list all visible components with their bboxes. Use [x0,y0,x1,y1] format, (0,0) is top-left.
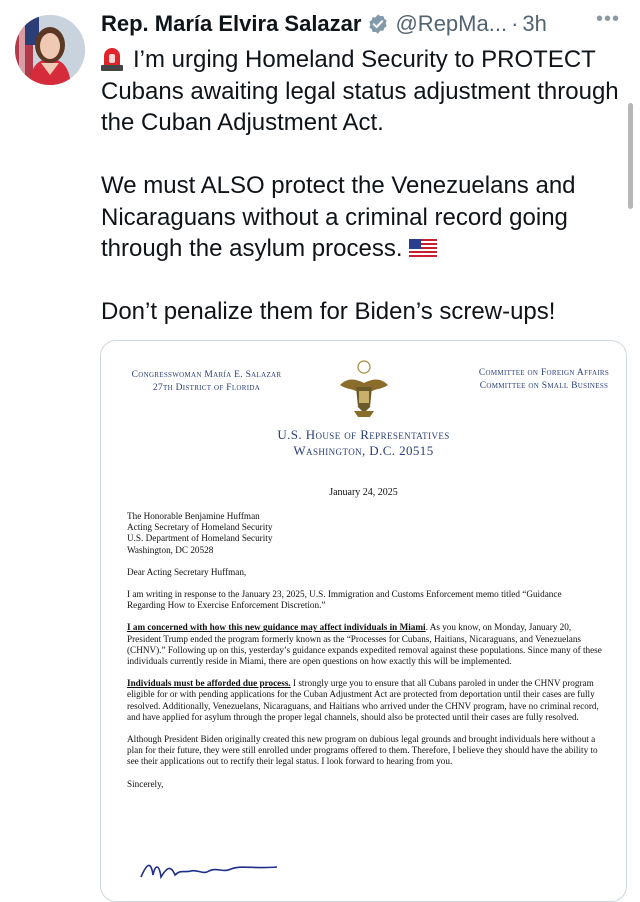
signature-image [137,855,287,885]
separator-dot: · [511,11,519,36]
letter-body [127,511,602,801]
letter-paragraph-4: Although President Biden originally created this new program on dubious legal grounds and brought individuals here without a plan for their future, they were still enrolled under programs offered to them. Therefore, I believe they should have the ability to see their applications out to rectify their legal status. I look forward to hearing from you. [127,734,598,767]
attached-letter-image[interactable] [100,340,627,902]
letterhead-committees [469,367,619,393]
salutation: Dear Acting Secretary Huffman, [127,566,247,577]
house-address: Washington, D.C. 20515 [293,443,434,458]
paragraph-3-heading: Individuals must be afforded due process. [127,678,291,689]
letter-paragraph-2 [127,622,602,667]
paragraph-2-heading: I am concerned with how this new guidance may affect individuals in Miami [127,622,426,633]
tweet-line-1: I’m urging Homeland Security to PROTECT Cubans awaiting legal status adjustment through the Cuban Adjustment Act. [101,46,619,136]
tweet-header [101,8,547,40]
letter-paragraph-1: I am writing in response to the January 23, 2025, U.S. Immigration and Customs Enforcement memo titled “Guidance Regarding How to Exercise Enforcement Discretion.” [127,589,562,611]
tweet-paragraph-2 [101,170,631,265]
author-handle[interactable]: @RepMa... [395,11,508,36]
verified-badge-icon [367,13,389,35]
timestamp[interactable]: 3h [522,11,547,36]
addressee-line: The Honorable Benjamine Huffman [127,511,260,521]
letter-date: January 24, 2025 [329,487,398,498]
scrollbar[interactable] [628,103,633,209]
paragraph-3-text: I strongly urge you to ensure that all Cubans paroled in under the CHNV program eligible for or with pending applications for the Cuban Adjustment Act are protected from deportation until their cases are fully resolved. Additionally, Venezuelans, Nicaraguans, and Haitians who arrived under the CHNV program, have no criminal record, and have applied for asylum through the proper legal channels, should also be protected until their cases are fully resolved. [127,678,599,722]
author-name[interactable]: Rep. María Elvira Salazar [101,11,362,36]
house-title [101,427,626,459]
committee-foreign-affairs: Committee on Foreign Affairs [478,368,610,378]
sender-district: 27th District of Florida [152,383,261,393]
addressee-line: Acting Secretary of Homeland Security [127,522,273,533]
letter-paragraph-3 [127,678,602,723]
addressee-line: U.S. Department of Homeland Security [127,533,273,544]
more-options-icon[interactable]: ••• [596,8,621,30]
letterhead-sender [129,369,284,395]
siren-emoji-icon [101,45,123,71]
tweet-line-2: We must ALSO protect the Venezuelans and Nicaraguans without a criminal record going through the asylum process. [101,172,576,262]
tweet-text [101,44,631,328]
tweet-paragraph-3: Don’t penalize them for Biden’s screw-ups! [101,298,556,325]
sender-name: Congresswoman María E. Salazar [131,370,282,380]
house-name: U.S. House of Representatives [277,427,450,442]
author-avatar[interactable] [15,15,85,85]
paragraph-2-text: . As you know, on Monday, January 20, President Trump ended the program formerly known as the “Processes for Cubans, Haitians, Nicaraguans, and Venezuelans (CHNV).” Following up on this, yesterday’s guidance expands expedited removal against these populations. Since many of these individuals currently reside in Miami, there are open questions on how exactly this will be implemented. [127,622,602,667]
addressee-line: Washington, DC 20528 [127,544,214,555]
tweet-paragraph-1 [101,44,631,139]
us-flag-emoji-icon [409,239,437,257]
addressee-block [127,511,602,556]
committee-small-business: Committee on Small Business [479,381,609,391]
house-seal-icon [336,359,392,419]
closing: Sincerely, [127,778,164,789]
